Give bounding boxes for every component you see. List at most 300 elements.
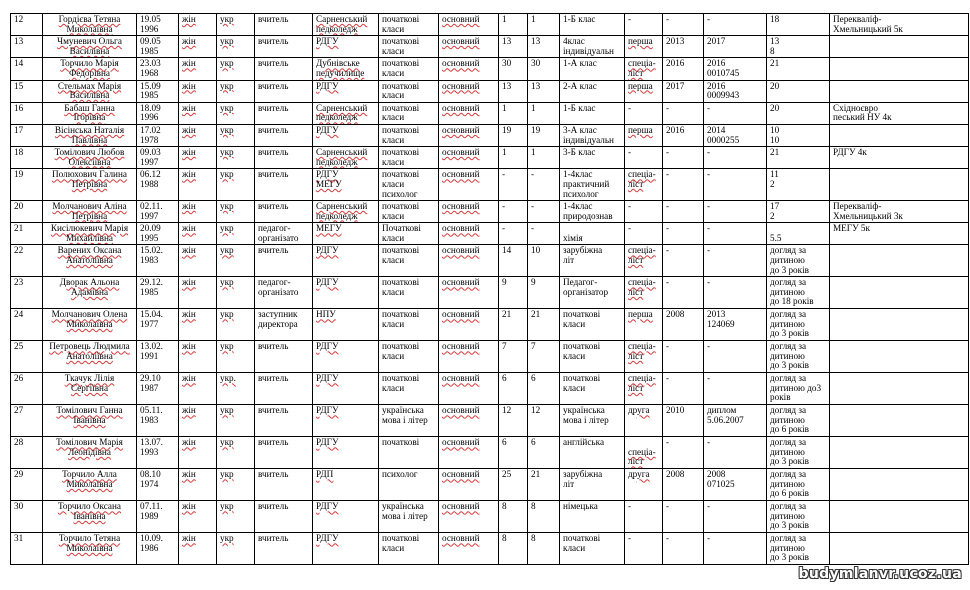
table-row (11, 223, 969, 245)
gender-cell: жін (179, 501, 217, 533)
employment-type-cell: основний (439, 147, 499, 169)
total-experience-cell: 12 (499, 405, 528, 437)
employment-type-cell: основний (439, 223, 499, 245)
subject-taught-cell: зарубіжна літ (560, 245, 625, 277)
certificate-number-cell: - (704, 169, 767, 201)
education-institution-cell: Дубнівське педучилище (313, 58, 379, 80)
table-row (11, 102, 969, 124)
specialty-cell: початкові класи (379, 58, 439, 80)
category-cell: - (625, 147, 663, 169)
position-cell: вчитель (255, 14, 313, 36)
employment-type-cell: основний (439, 501, 499, 533)
subject-taught-cell: початкові класи (560, 309, 625, 341)
position-cell: вчитель (255, 437, 313, 469)
note-cell (830, 309, 969, 341)
certificate-number-cell: - (704, 341, 767, 373)
note-cell: Перекваліф- Хмельницький 3к (830, 201, 969, 223)
nationality-cell: укр (217, 245, 255, 277)
attestation-year-cell: - (663, 223, 704, 245)
total-experience-cell: 8 (499, 533, 528, 565)
row-number-cell: 19 (11, 169, 43, 201)
position-cell: вчитель (255, 102, 313, 124)
certificate-number-cell: - (704, 277, 767, 309)
subject-taught-cell: німецька (560, 501, 625, 533)
attestation-year-cell: 2016 (663, 58, 704, 80)
category-cell: друга (625, 405, 663, 437)
specialty-cell: початкові класи (379, 373, 439, 405)
subject-taught-cell: 3-Б клас (560, 147, 625, 169)
certificate-number-cell: 2008 071025 (704, 469, 767, 501)
specialty-cell: початкові класи (379, 309, 439, 341)
teaching-load-cell: догляд за дитиною до 6 років (767, 405, 830, 437)
position-cell: педагог- організато (255, 277, 313, 309)
certificate-number-cell: - (704, 245, 767, 277)
table-row (11, 309, 969, 341)
table-row (11, 341, 969, 373)
row-number-cell: 31 (11, 533, 43, 565)
gender-cell: жін (179, 309, 217, 341)
nationality-cell: укр (217, 341, 255, 373)
row-number-cell: 13 (11, 36, 43, 58)
position-cell: вчитель (255, 36, 313, 58)
attestation-year-cell: 2008 (663, 309, 704, 341)
birth-date-cell: 19.05 1996 (137, 14, 179, 36)
subject-taught-cell: українська мова і літер (560, 405, 625, 437)
certificate-number-cell: 2017 (704, 36, 767, 58)
subject-taught-cell: 1-4клас природознав (560, 201, 625, 223)
category-cell: - (625, 201, 663, 223)
education-institution-cell: РДГУ (313, 341, 379, 373)
note-cell (830, 80, 969, 102)
birth-date-cell: 15.09 1985 (137, 80, 179, 102)
gender-cell: жін (179, 533, 217, 565)
category-cell: - (625, 533, 663, 565)
specialty-cell: початкові класи (379, 341, 439, 373)
table-row (11, 501, 969, 533)
teacher-name-cell: Вісінська Наталія Павлівна (43, 124, 137, 146)
attestation-year-cell: - (663, 102, 704, 124)
employment-type-cell: основний (439, 14, 499, 36)
pedagogical-experience-cell: - (528, 169, 560, 201)
birth-date-cell: 10.09. 1986 (137, 533, 179, 565)
birth-date-cell: 13.02. 1991 (137, 341, 179, 373)
employment-type-cell: основний (439, 341, 499, 373)
subject-taught-cell: початкові класи (560, 341, 625, 373)
gender-cell: жін (179, 437, 217, 469)
teaching-load-cell: догляд за дитиною до 3 років (767, 309, 830, 341)
note-cell (830, 277, 969, 309)
specialty-cell: початкові класи (379, 124, 439, 146)
specialty-cell: початкові класи (379, 80, 439, 102)
birth-date-cell: 29.12. 1985 (137, 277, 179, 309)
employment-type-cell: основний (439, 533, 499, 565)
table-row (11, 373, 969, 405)
note-cell (830, 124, 969, 146)
table-row (11, 405, 969, 437)
subject-taught-cell: початкові класи (560, 373, 625, 405)
specialty-cell: початкові (379, 437, 439, 469)
nationality-cell: укр. (217, 373, 255, 405)
certificate-number-cell: - (704, 223, 767, 245)
gender-cell: жін (179, 341, 217, 373)
birth-date-cell: 17.02 1978 (137, 124, 179, 146)
position-cell: вчитель (255, 169, 313, 201)
attestation-year-cell: 2017 (663, 80, 704, 102)
gender-cell: жін (179, 14, 217, 36)
attestation-year-cell: - (663, 373, 704, 405)
gender-cell: жін (179, 223, 217, 245)
employment-type-cell: основний (439, 277, 499, 309)
subject-taught-cell: англійська (560, 437, 625, 469)
attestation-year-cell: - (663, 169, 704, 201)
category-cell: спеціа- ліст (625, 245, 663, 277)
education-institution-cell: Сарненський педколедж (313, 147, 379, 169)
teacher-name-cell: Стельмах Марія Василівна (43, 80, 137, 102)
total-experience-cell: - (499, 223, 528, 245)
nationality-cell: укр (217, 169, 255, 201)
table-row (11, 169, 969, 201)
attestation-year-cell: - (663, 501, 704, 533)
education-institution-cell: РДГУ (313, 501, 379, 533)
certificate-number-cell: - (704, 14, 767, 36)
position-cell: вчитель (255, 533, 313, 565)
row-number-cell: 20 (11, 201, 43, 223)
teaching-load-cell: догляд за дитиною до 3 років (767, 245, 830, 277)
gender-cell: жін (179, 201, 217, 223)
birth-date-cell: 09.05 1985 (137, 36, 179, 58)
pedagogical-experience-cell: 6 (528, 373, 560, 405)
education-institution-cell: Сарненський педколедж (313, 14, 379, 36)
specialty-cell: початкові класи (379, 36, 439, 58)
row-number-cell: 21 (11, 223, 43, 245)
pedagogical-experience-cell: - (528, 223, 560, 245)
nationality-cell: укр (217, 501, 255, 533)
teacher-name-cell: Ткачук Лілія Сергіївна (43, 373, 137, 405)
teaching-load-cell: 17 2 (767, 201, 830, 223)
gender-cell: жін (179, 58, 217, 80)
attestation-year-cell: 2008 (663, 469, 704, 501)
row-number-cell: 23 (11, 277, 43, 309)
pedagogical-experience-cell: 21 (528, 469, 560, 501)
table-row (11, 201, 969, 223)
position-cell: вчитель (255, 501, 313, 533)
specialty-cell: початкові класи (379, 102, 439, 124)
certificate-number-cell: 2016 0009943 (704, 80, 767, 102)
teaching-load-cell: 13 8 (767, 36, 830, 58)
note-cell (830, 437, 969, 469)
teacher-name-cell: Молчанович Олена Миколаївна (43, 309, 137, 341)
pedagogical-experience-cell: 7 (528, 341, 560, 373)
position-cell: вчитель (255, 405, 313, 437)
note-cell (830, 373, 969, 405)
position-cell: вчитель (255, 245, 313, 277)
certificate-number-cell: - (704, 437, 767, 469)
table-row (11, 124, 969, 146)
teaching-load-cell: догляд за дитиною до3 років (767, 373, 830, 405)
attestation-year-cell: - (663, 277, 704, 309)
row-number-cell: 16 (11, 102, 43, 124)
table-row (11, 58, 969, 80)
teaching-load-cell: 20 (767, 102, 830, 124)
row-number-cell: 22 (11, 245, 43, 277)
table-row (11, 533, 969, 565)
education-institution-cell: НПУ (313, 309, 379, 341)
attestation-year-cell: - (663, 14, 704, 36)
employment-type-cell: основний (439, 309, 499, 341)
attestation-year-cell: - (663, 341, 704, 373)
table-row (11, 80, 969, 102)
pedagogical-experience-cell: 30 (528, 58, 560, 80)
total-experience-cell: - (499, 201, 528, 223)
teacher-name-cell: Торчило Алла Миколаївна (43, 469, 137, 501)
birth-date-cell: 07.11. 1989 (137, 501, 179, 533)
position-cell: вчитель (255, 147, 313, 169)
attestation-year-cell: - (663, 533, 704, 565)
total-experience-cell: 30 (499, 58, 528, 80)
education-institution-cell: РДГУ МЕГУ (313, 169, 379, 201)
total-experience-cell: 6 (499, 437, 528, 469)
attestation-year-cell: 2010 (663, 405, 704, 437)
note-cell (830, 36, 969, 58)
education-institution-cell: РДГУ (313, 373, 379, 405)
certificate-number-cell: диплом 5.06.2007 (704, 405, 767, 437)
category-cell: друга (625, 469, 663, 501)
gender-cell: жін (179, 405, 217, 437)
education-institution-cell: РДГУ (313, 405, 379, 437)
subject-taught-cell: 2-А клас (560, 80, 625, 102)
row-number-cell: 17 (11, 124, 43, 146)
row-number-cell: 28 (11, 437, 43, 469)
birth-date-cell: 15.04. 1977 (137, 309, 179, 341)
subject-taught-cell: 3-А клас індивідуальн (560, 124, 625, 146)
subject-taught-cell: 4клас індивідуальн (560, 36, 625, 58)
note-cell (830, 169, 969, 201)
pedagogical-experience-cell: 9 (528, 277, 560, 309)
certificate-number-cell: - (704, 373, 767, 405)
teaching-load-cell: догляд за дитиною до 3 років (767, 341, 830, 373)
position-cell: педагог- організато (255, 223, 313, 245)
employment-type-cell: основний (439, 245, 499, 277)
pedagogical-experience-cell: 13 (528, 36, 560, 58)
employment-type-cell: основний (439, 124, 499, 146)
gender-cell: жін (179, 36, 217, 58)
specialty-cell: початкові класи (379, 277, 439, 309)
total-experience-cell: 7 (499, 341, 528, 373)
category-cell: перша (625, 36, 663, 58)
birth-date-cell: 08.10 1974 (137, 469, 179, 501)
education-institution-cell: РДГУ (313, 277, 379, 309)
gender-cell: жін (179, 80, 217, 102)
teacher-name-cell: Дворак Альона Адамівна (43, 277, 137, 309)
nationality-cell: укр (217, 58, 255, 80)
table-row (11, 469, 969, 501)
employment-type-cell: основний (439, 80, 499, 102)
education-institution-cell: РДГУ (313, 124, 379, 146)
teaching-load-cell: 21 (767, 147, 830, 169)
position-cell: вчитель (255, 124, 313, 146)
nationality-cell: укр (217, 437, 255, 469)
birth-date-cell: 18.09 1996 (137, 102, 179, 124)
note-cell (830, 533, 969, 565)
employment-type-cell: основний (439, 169, 499, 201)
total-experience-cell: 14 (499, 245, 528, 277)
pedagogical-experience-cell: 19 (528, 124, 560, 146)
pedagogical-experience-cell: 1 (528, 102, 560, 124)
note-cell (830, 501, 969, 533)
certificate-number-cell: - (704, 201, 767, 223)
attestation-year-cell: - (663, 201, 704, 223)
site-watermark: budymlanvr.ucoz.ua (798, 566, 962, 582)
certificate-number-cell: 2016 0010745 (704, 58, 767, 80)
teaching-load-cell: догляд за дитиною до 18 років (767, 277, 830, 309)
employment-type-cell: основний (439, 405, 499, 437)
total-experience-cell: 19 (499, 124, 528, 146)
teaching-load-cell: 5.5 (767, 223, 830, 245)
category-cell: - (625, 102, 663, 124)
row-number-cell: 18 (11, 147, 43, 169)
nationality-cell: укр (217, 469, 255, 501)
total-experience-cell: 1 (499, 14, 528, 36)
note-cell: Перекваліф- Хмельницький 5к (830, 14, 969, 36)
birth-date-cell: 06.12 1988 (137, 169, 179, 201)
subject-taught-cell: 1-Б клас (560, 14, 625, 36)
category-cell: перша (625, 309, 663, 341)
teaching-load-cell: 18 (767, 14, 830, 36)
nationality-cell: укр (217, 102, 255, 124)
position-cell: вчитель (255, 341, 313, 373)
teacher-name-cell: Полюхович Галина Петрівна (43, 169, 137, 201)
nationality-cell: укр (217, 309, 255, 341)
nationality-cell: укр (217, 36, 255, 58)
pedagogical-experience-cell: 6 (528, 437, 560, 469)
specialty-cell: початкові класи (379, 245, 439, 277)
row-number-cell: 26 (11, 373, 43, 405)
specialty-cell: початкові класи (379, 533, 439, 565)
category-cell: - (625, 223, 663, 245)
teacher-name-cell: Петровець Людмила Анатоліївна (43, 341, 137, 373)
education-institution-cell: РДГУ (313, 245, 379, 277)
certificate-number-cell: - (704, 501, 767, 533)
total-experience-cell: 21 (499, 309, 528, 341)
category-cell: перша (625, 80, 663, 102)
employment-type-cell: основний (439, 201, 499, 223)
specialty-cell: українська мова і літер (379, 405, 439, 437)
total-experience-cell: 1 (499, 102, 528, 124)
category-cell: - (625, 501, 663, 533)
position-cell: вчитель (255, 469, 313, 501)
subject-taught-cell: Педагог- організатор (560, 277, 625, 309)
specialty-cell: початкові класи психолог (379, 169, 439, 201)
pedagogical-experience-cell: 8 (528, 533, 560, 565)
certificate-number-cell: 2013 124069 (704, 309, 767, 341)
teacher-name-cell: Гордієва Тетяна Миколаївна (43, 14, 137, 36)
subject-taught-cell: 1-4клас практичний психолог (560, 169, 625, 201)
education-institution-cell: РДГУ (313, 437, 379, 469)
staff-table (10, 13, 969, 565)
certificate-number-cell: - (704, 102, 767, 124)
nationality-cell: укр (217, 277, 255, 309)
teacher-name-cell: Торчило Оксана Іванівна (43, 501, 137, 533)
birth-date-cell: 13.07. 1993 (137, 437, 179, 469)
employment-type-cell: основний (439, 58, 499, 80)
position-cell: заступник директора (255, 309, 313, 341)
pedagogical-experience-cell: - (528, 201, 560, 223)
subject-taught-cell: початкові класи (560, 533, 625, 565)
gender-cell: жін (179, 277, 217, 309)
education-institution-cell: МЕГУ (313, 223, 379, 245)
row-number-cell: 27 (11, 405, 43, 437)
teaching-load-cell: 20 (767, 80, 830, 102)
category-cell: спеціа- ліст (625, 341, 663, 373)
teaching-load-cell: 11 2 (767, 169, 830, 201)
specialty-cell: початкові класи (379, 14, 439, 36)
total-experience-cell: 1 (499, 147, 528, 169)
table-row (11, 245, 969, 277)
note-cell (830, 469, 969, 501)
teaching-load-cell: догляд за дитиною до 6 років (767, 469, 830, 501)
nationality-cell: укр (217, 14, 255, 36)
row-number-cell: 30 (11, 501, 43, 533)
table-row (11, 277, 969, 309)
birth-date-cell: 15.02. 1983 (137, 245, 179, 277)
row-number-cell: 25 (11, 341, 43, 373)
note-cell (830, 341, 969, 373)
gender-cell: жін (179, 245, 217, 277)
position-cell: вчитель (255, 373, 313, 405)
total-experience-cell: 9 (499, 277, 528, 309)
employment-type-cell: основний (439, 36, 499, 58)
teaching-load-cell: 21 (767, 58, 830, 80)
pedagogical-experience-cell: 1 (528, 147, 560, 169)
position-cell: вчитель (255, 58, 313, 80)
pedagogical-experience-cell: 12 (528, 405, 560, 437)
teaching-load-cell: 10 10 (767, 124, 830, 146)
note-cell (830, 405, 969, 437)
nationality-cell: укр (217, 147, 255, 169)
category-cell: спеціа- ліст (625, 58, 663, 80)
row-number-cell: 24 (11, 309, 43, 341)
category-cell: спеціа- ліст (625, 277, 663, 309)
certificate-number-cell: - (704, 147, 767, 169)
employment-type-cell: основний (439, 437, 499, 469)
subject-taught-cell: 1-Б клас (560, 102, 625, 124)
attestation-year-cell: 2013 (663, 36, 704, 58)
birth-date-cell: 29.10 1987 (137, 373, 179, 405)
teacher-name-cell: Томілович Ганна Іванівна (43, 405, 137, 437)
subject-taught-cell: 1-А клас (560, 58, 625, 80)
pedagogical-experience-cell: 21 (528, 309, 560, 341)
education-institution-cell: РДГУ (313, 533, 379, 565)
total-experience-cell: 8 (499, 501, 528, 533)
pedagogical-experience-cell: 8 (528, 501, 560, 533)
employment-type-cell: основний (439, 373, 499, 405)
category-cell: спеціа- ліст (625, 373, 663, 405)
attestation-year-cell: - (663, 245, 704, 277)
employment-type-cell: основний (439, 102, 499, 124)
teacher-name-cell: Торчило Марія Федорівна (43, 58, 137, 80)
nationality-cell: укр (217, 405, 255, 437)
note-cell (830, 58, 969, 80)
position-cell: вчитель (255, 80, 313, 102)
table-row (11, 36, 969, 58)
pedagogical-experience-cell: 1 (528, 14, 560, 36)
teaching-load-cell: догляд за дитиною до 3 років (767, 437, 830, 469)
specialty-cell: початкові класи (379, 147, 439, 169)
birth-date-cell: 09.03 1997 (137, 147, 179, 169)
gender-cell: жін (179, 373, 217, 405)
category-cell: - (625, 14, 663, 36)
nationality-cell: укр (217, 201, 255, 223)
